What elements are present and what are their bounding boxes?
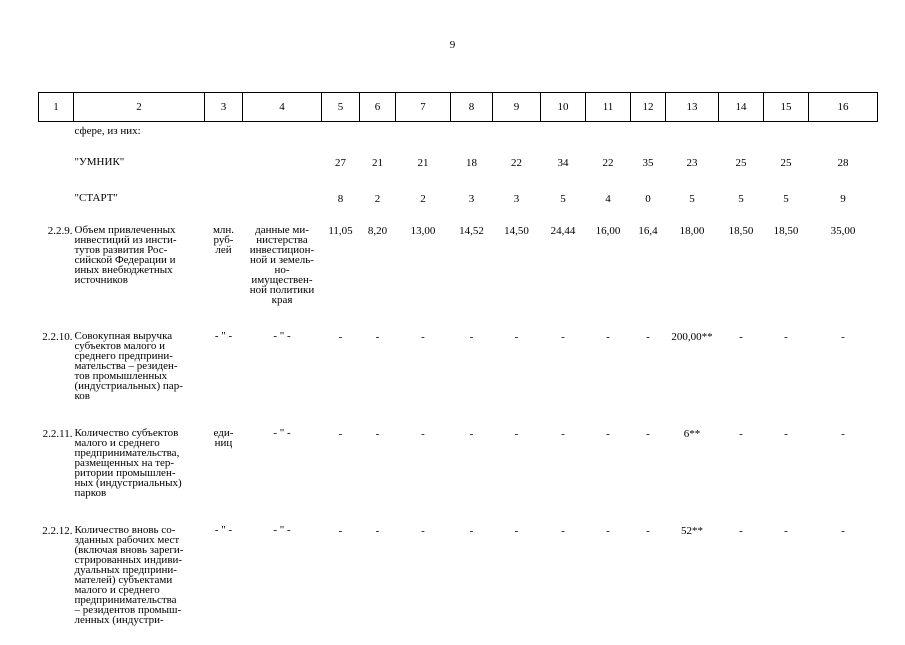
source-line: но- — [274, 264, 290, 276]
value-cell: 0 — [645, 193, 651, 205]
value-cell: 21 — [417, 157, 429, 169]
indicator-name-line: малого и среднего — [74, 437, 160, 449]
source-cell — [243, 325, 322, 422]
value-cell: 2 — [374, 193, 381, 205]
indicator-name — [74, 219, 205, 325]
indicator-name-line: мательства – резиден- — [74, 360, 178, 372]
value-cell: 5 — [738, 193, 744, 205]
source-line: ной политики — [249, 284, 315, 296]
row-code — [39, 146, 74, 184]
value-cell: - — [606, 331, 610, 343]
value-cell: - — [841, 331, 845, 343]
value-cell: 5 — [560, 193, 566, 205]
unit-line: руб- — [213, 234, 234, 246]
header-cell: 1 — [39, 93, 74, 122]
header-cell: 10 — [541, 93, 586, 122]
indicator-name-line: среднего предприни- — [74, 350, 173, 362]
indicator-name-line: инвестиций из инсти- — [74, 234, 177, 246]
continuation-text: сфере, из них: — [74, 125, 141, 137]
header-cell: 3 — [205, 93, 243, 122]
value-cell: 5 — [689, 193, 695, 205]
value-cell: - — [421, 525, 425, 537]
indicator-name-line: тов промышленных — [74, 370, 168, 382]
indicator-name-line: – резидентов промыш- — [74, 604, 182, 616]
value-cell: - — [646, 428, 650, 440]
header-cell: 6 — [360, 93, 396, 122]
unit-cell — [205, 519, 243, 645]
value-cell: - — [338, 428, 343, 440]
value-cell: 5 — [783, 193, 789, 205]
source-line: данные ми- — [255, 224, 309, 236]
unit-line: ниц — [214, 437, 233, 449]
indicator-name-line: Объем привлеченных — [74, 224, 176, 236]
table-row — [39, 219, 878, 325]
value-cell: - — [606, 525, 610, 537]
source-line: имуществен- — [251, 274, 313, 286]
indicator-name-line: "СТАРТ" — [74, 192, 118, 204]
unit-cell — [205, 325, 243, 422]
unit-cell — [205, 146, 243, 184]
indicator-name-line: (включая вновь зареги- — [74, 544, 184, 556]
value-cell: 22 — [511, 157, 522, 169]
value-cell: - — [375, 525, 380, 537]
indicator-name-line: малого и среднего — [74, 584, 160, 596]
value-cell: - — [739, 331, 743, 343]
value-cell: 23 — [686, 157, 698, 169]
value-cell: 18,50 — [728, 225, 754, 237]
indicator-name-line: сийской Федерации и — [74, 254, 176, 266]
indicator-name-line: стрированных индиви- — [74, 554, 183, 566]
source-line: ной и земель- — [250, 254, 314, 266]
value-cell: - — [739, 525, 743, 537]
value-cell: 2 — [420, 193, 426, 205]
unit-line: - " - — [214, 330, 233, 342]
row-code: 2.2.9. — [47, 225, 73, 237]
source-cell — [243, 146, 322, 184]
value-cell: 28 — [837, 157, 849, 169]
value-cell: 35 — [642, 157, 654, 169]
value-cell: 21 — [372, 157, 383, 169]
value-cell: - — [469, 525, 474, 537]
table-row — [39, 519, 878, 645]
indicator-name — [74, 184, 205, 219]
value-cell: - — [375, 428, 380, 440]
value-cell: 8 — [337, 193, 344, 205]
indicator-name-line: (индустриальных) пар- — [74, 380, 183, 392]
header-cell: 15 — [764, 93, 809, 122]
value-cell: - — [784, 428, 788, 440]
value-cell: - — [469, 331, 474, 343]
row-code: 2.2.12. — [42, 525, 73, 537]
indicator-name-line: ленных (индустри- — [74, 614, 164, 626]
indicator-name — [74, 519, 205, 645]
indicator-name-line: Количество субъектов — [74, 427, 179, 439]
indicator-name-line: "УМНИК" — [74, 156, 125, 168]
value-cell: 34 — [557, 157, 569, 169]
value-cell: 27 — [335, 157, 346, 169]
source-cell — [243, 219, 322, 325]
value-cell: - — [739, 428, 743, 440]
unit-cell — [205, 219, 243, 325]
header-cell: 8 — [451, 93, 493, 122]
indicator-name — [74, 325, 205, 422]
unit-cell — [205, 184, 243, 219]
value-cell: - — [841, 525, 845, 537]
value-cell: 16,00 — [595, 225, 621, 237]
value-cell: - — [784, 331, 788, 343]
header-cell: 9 — [493, 93, 541, 122]
indicator-name — [74, 146, 205, 184]
value-cell: 11,05 — [328, 225, 353, 237]
source-line: нистерства — [256, 234, 308, 246]
unit-line: млн. — [212, 224, 235, 236]
value-cell: - — [514, 331, 519, 343]
header-cell: 7 — [396, 93, 451, 122]
indicator-name-line: мателей) субъектами — [74, 574, 173, 586]
value-cell: - — [469, 428, 474, 440]
value-cell: - — [338, 525, 343, 537]
value-cell: 18,00 — [679, 225, 705, 237]
value-cell: 14,50 — [504, 225, 529, 237]
header-cell: 12 — [631, 93, 666, 122]
value-cell: - — [606, 428, 610, 440]
value-cell: 200,00** — [671, 331, 713, 343]
header-cell: 4 — [243, 93, 322, 122]
value-cell: - — [841, 428, 845, 440]
table-row — [39, 184, 878, 219]
value-cell: 3 — [468, 193, 475, 205]
value-cell: 4 — [605, 193, 611, 205]
header-cell: 13 — [666, 93, 719, 122]
source-line: инвестицион- — [249, 244, 315, 256]
indicator-name-line: ритории промышлен- — [74, 467, 176, 479]
value-cell: 18 — [466, 157, 477, 169]
header-cell: 14 — [719, 93, 764, 122]
indicator-name-line: иных внебюджетных — [74, 264, 173, 276]
source-cell — [243, 519, 322, 645]
header-cell: 16 — [809, 93, 878, 122]
indicator-name-line: Количество вновь со- — [74, 524, 176, 536]
value-cell: - — [421, 428, 425, 440]
source-line: - " - — [273, 524, 291, 536]
indicator-name-line: ков — [74, 390, 90, 402]
indicator-name-line: дуальных предприни- — [74, 564, 177, 576]
indicator-name-line: тутов развития Рос- — [74, 244, 168, 256]
value-cell: - — [514, 525, 519, 537]
value-cell: 13,00 — [410, 225, 436, 237]
value-cell: - — [646, 525, 650, 537]
indicator-name-line: парков — [74, 487, 107, 499]
indicator-name-line: ных (индустриальных) — [74, 477, 182, 489]
indicator-name-line: размещенных на тер- — [74, 457, 175, 469]
indicator-name-line: зданных рабочих мест — [74, 534, 180, 546]
value-cell: 14,52 — [459, 225, 484, 237]
header-cell: 2 — [74, 93, 205, 122]
source-cell — [243, 422, 322, 519]
table-row — [39, 146, 878, 184]
indicator-name — [74, 422, 205, 519]
value-cell: - — [646, 331, 650, 343]
value-cell: 16,4 — [638, 225, 658, 237]
value-cell: 24,44 — [550, 225, 576, 237]
indicators-table — [38, 92, 878, 645]
page-number: 9 — [449, 39, 456, 51]
value-cell: - — [338, 331, 343, 343]
indicator-name-line: предпринимательства, — [74, 447, 180, 459]
value-cell: - — [784, 525, 788, 537]
value-cell: - — [561, 525, 565, 537]
source-line: - " - — [273, 330, 291, 342]
value-cell: - — [421, 331, 425, 343]
indicator-name-line: Совокупная выручка — [74, 330, 173, 342]
value-cell: 35,00 — [830, 225, 856, 237]
value-cell: 52** — [681, 525, 703, 537]
indicator-name-line: предпринимательства — [74, 594, 177, 606]
table-row — [39, 325, 878, 422]
value-cell: - — [561, 331, 565, 343]
continuation-row — [39, 122, 878, 147]
unit-line: - " - — [214, 524, 233, 536]
indicator-name-line: субъектов малого и — [74, 340, 166, 352]
source-line: - " - — [273, 427, 291, 439]
value-cell: - — [561, 428, 565, 440]
unit-cell — [205, 422, 243, 519]
unit-line: лей — [215, 244, 232, 256]
row-code: 2.2.11. — [42, 428, 73, 440]
value-cell: - — [514, 428, 519, 440]
value-cell: 8,20 — [367, 225, 388, 237]
value-cell: 3 — [513, 193, 520, 205]
row-code: 2.2.10. — [42, 331, 73, 343]
header-row — [39, 93, 878, 122]
row-code — [39, 184, 74, 219]
value-cell: 6** — [683, 428, 701, 440]
indicator-name-line: источников — [74, 274, 128, 286]
value-cell: 25 — [780, 157, 792, 169]
header-cell: 5 — [322, 93, 360, 122]
value-cell: 25 — [735, 157, 747, 169]
value-cell: - — [375, 331, 380, 343]
source-line: края — [271, 294, 293, 306]
value-cell: 22 — [602, 157, 614, 169]
table-row — [39, 422, 878, 519]
source-cell — [243, 184, 322, 219]
value-cell: 9 — [840, 193, 846, 205]
header-cell: 11 — [586, 93, 631, 122]
value-cell: 18,50 — [773, 225, 799, 237]
unit-line: еди- — [213, 427, 234, 439]
